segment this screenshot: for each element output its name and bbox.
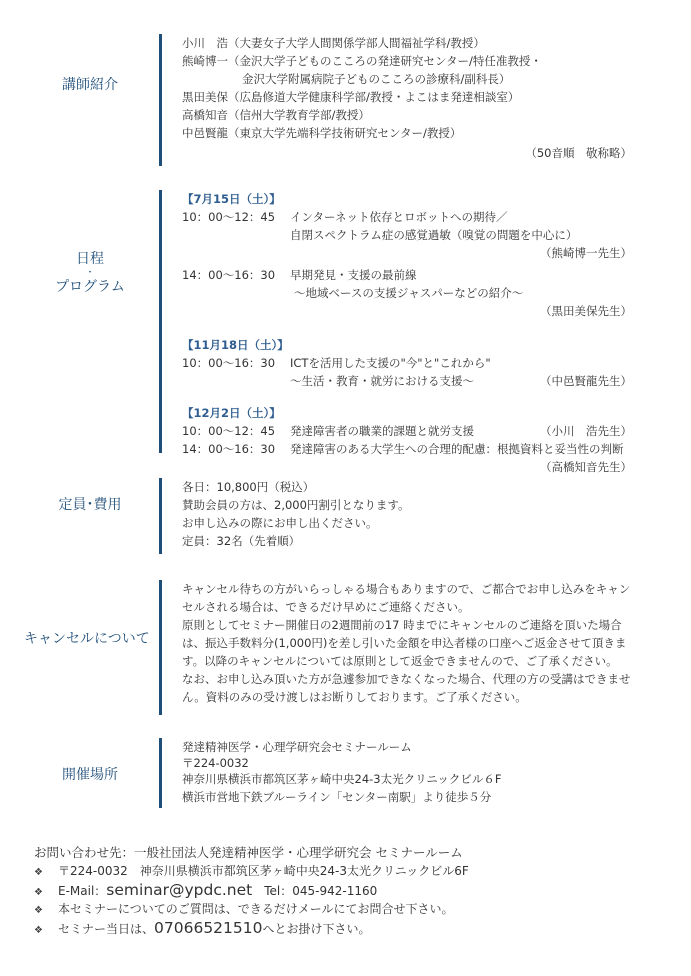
day1-s1-time: 10：00～12：45 [182, 210, 276, 224]
fee-bar [159, 478, 162, 554]
day1-s2-speaker: （黒田美保先生） [540, 304, 632, 318]
bullet-icon: ❖ [34, 887, 43, 898]
cancel-label: キャンセルについて [24, 631, 150, 647]
lecturer-line: 小川 浩（大妻女子大学人間関係学部人間福祉学科/教授） [182, 36, 485, 50]
fee-label: 定員･費用 [58, 497, 122, 513]
cancel-para-2: 原則としてセミナー開催日の2週間前の17 時までにキャンセルのご連絡を頂いた場合は、振込手数料分(1,000円)を差し引いた金額を申込者様の口座へご返金させて頂きます。以降のキャンセルについては原則として返金できませんので、ご了承ください。 [182, 618, 627, 668]
lecturers-bar [159, 34, 162, 166]
day3-s1-speaker: （小川 浩先生） [540, 424, 632, 438]
schedule-label [30, 250, 150, 296]
lecturers-label: 講師紹介 [62, 77, 118, 93]
venue-content [182, 738, 642, 806]
lecturer-line: 高橋知音（信州大学教育学部/教授） [182, 108, 370, 122]
day1-s2-title2: ～地域ベースの支援ジャスパーなどの紹介～ [294, 286, 524, 300]
day2-s1-speaker: （中邑賢龍先生） [540, 374, 632, 388]
bullet-icon: ❖ [34, 925, 43, 936]
lecturers-content [182, 34, 642, 162]
day1-s2-time: 14：00～16：30 [182, 268, 276, 282]
day2-s1-title1: ICTを活用した支援の"今"と"これから" [290, 356, 491, 370]
schedule-section [0, 190, 691, 474]
lecturer-line: 熊崎博一（金沢大学子どものこころの発達研究センター/特任准教授・ [182, 54, 542, 68]
day1-date: 【7月15日（土）】 [182, 192, 281, 206]
lecturer-line: 金沢大学附属病院子どものこころの診療科/副科長） [242, 72, 511, 86]
day1-s1-title1: インターネット依存とロボットへの期待／ [290, 210, 508, 224]
fee-section [0, 478, 691, 554]
day3-s1-title: 発達障害者の職業的課題と就労支援 [290, 424, 474, 438]
lecturer-line: 中邑賢龍（東京大学先端科学技術研究センター/教授） [182, 126, 462, 140]
contact-note-2-post: へとお掛け下さい。 [262, 922, 371, 936]
venue-bar [159, 738, 162, 808]
fee-content [182, 478, 642, 550]
email-link[interactable]: seminar@ypdc.net [106, 881, 253, 899]
schedule-label-b: プログラム [55, 279, 125, 295]
schedule-content [182, 190, 642, 476]
lecturers-note: （50音順 敬称略） [525, 146, 632, 160]
fee-line: お申し込みの際にお申し出ください。 [182, 516, 378, 530]
contact-note-2-pre: セミナー当日は、 [58, 922, 155, 936]
day1-s1-speaker: （熊崎博一先生） [540, 246, 632, 260]
cancel-para-3: なお、お申し込み頂いた方が急遽参加できなくなった場合、代理の方の受講はできません。資料のみの受け渡しはお断りしております。ご了承ください。 [182, 672, 631, 704]
venue-label: 開催場所 [62, 767, 118, 783]
email-label: E-Mail： [58, 884, 107, 898]
day3-s2-title: 発達障害のある大学生への合理的配慮：根拠資料と妥当性の判断 [290, 442, 624, 456]
day1-s2-title1: 早期発見・支援の最前線 [290, 268, 417, 282]
cancel-para-1: キャンセル待ちの方がいらっしゃる場合もありますので、ご都合でお申し込みをキャンセルされる場合は、できるだけ早めにご連絡ください。 [182, 582, 631, 614]
fee-line: 定員：32名（先着順） [182, 534, 301, 548]
contact-phone[interactable]: 07066521510 [154, 919, 263, 937]
venue-line: 〒224-0032 [182, 756, 249, 770]
fee-line: 各日：10,800円（税込） [182, 480, 315, 494]
contact-note-1: 本セミナーについてのご質問は、できるだけメールにてお問合せ下さい。 [58, 902, 454, 916]
venue-line: 神奈川県横浜市都筑区茅ヶ崎中央24-3太光クリニックビル６F [182, 772, 502, 786]
contact-block [34, 843, 654, 938]
venue-section [0, 738, 691, 808]
day3-date: 【12月2日（土）】 [182, 406, 281, 420]
day3-s2-speaker: （高橋知音先生） [540, 460, 632, 474]
bullet-icon: ❖ [34, 905, 43, 916]
schedule-bar [159, 190, 162, 453]
venue-line: 発達精神医学・心理学研究会セミナールーム [182, 740, 412, 754]
day2-s1-time: 10：00～16：30 [182, 356, 276, 370]
schedule-label-a: 日程 [76, 251, 104, 267]
cancel-bar [159, 580, 162, 715]
schedule-label-dot: ・ [85, 268, 95, 278]
day3-s1-time: 10：00～12：45 [182, 424, 276, 438]
day3-s2-time: 14：00～16：30 [182, 442, 276, 456]
contact-heading: お問い合わせ先：一般社団法人発達精神医学・心理学研究会 セミナールーム [34, 845, 463, 860]
lecturer-line: 黒田美保（広島修道大学健康科学部/教授・よこはま発達相談室） [182, 90, 520, 104]
contact-address: 〒224-0032 神奈川県横浜市都筑区茅ヶ崎中央24-3太光クリニックビル6F [58, 864, 469, 878]
day1-s1-title2: 自閉スペクトラム症の感覚過敏（嗅覚の問題を中心に） [290, 228, 578, 242]
day2-s1-title2: ～生活・教育・就労における支援～ [290, 374, 474, 388]
cancel-content [182, 580, 637, 706]
bullet-icon: ❖ [34, 867, 43, 878]
lecturers-section [0, 34, 691, 166]
cancel-section [0, 580, 691, 715]
day2-date: 【11月18日（土）】 [182, 338, 289, 352]
fee-line: 賛助会員の方は、2,000円割引となります。 [182, 498, 410, 512]
contact-tel: Tel：045-942-1160 [264, 884, 378, 898]
venue-line: 横浜市営地下鉄ブルーライン「センター南駅」より徒歩５分 [182, 790, 492, 804]
